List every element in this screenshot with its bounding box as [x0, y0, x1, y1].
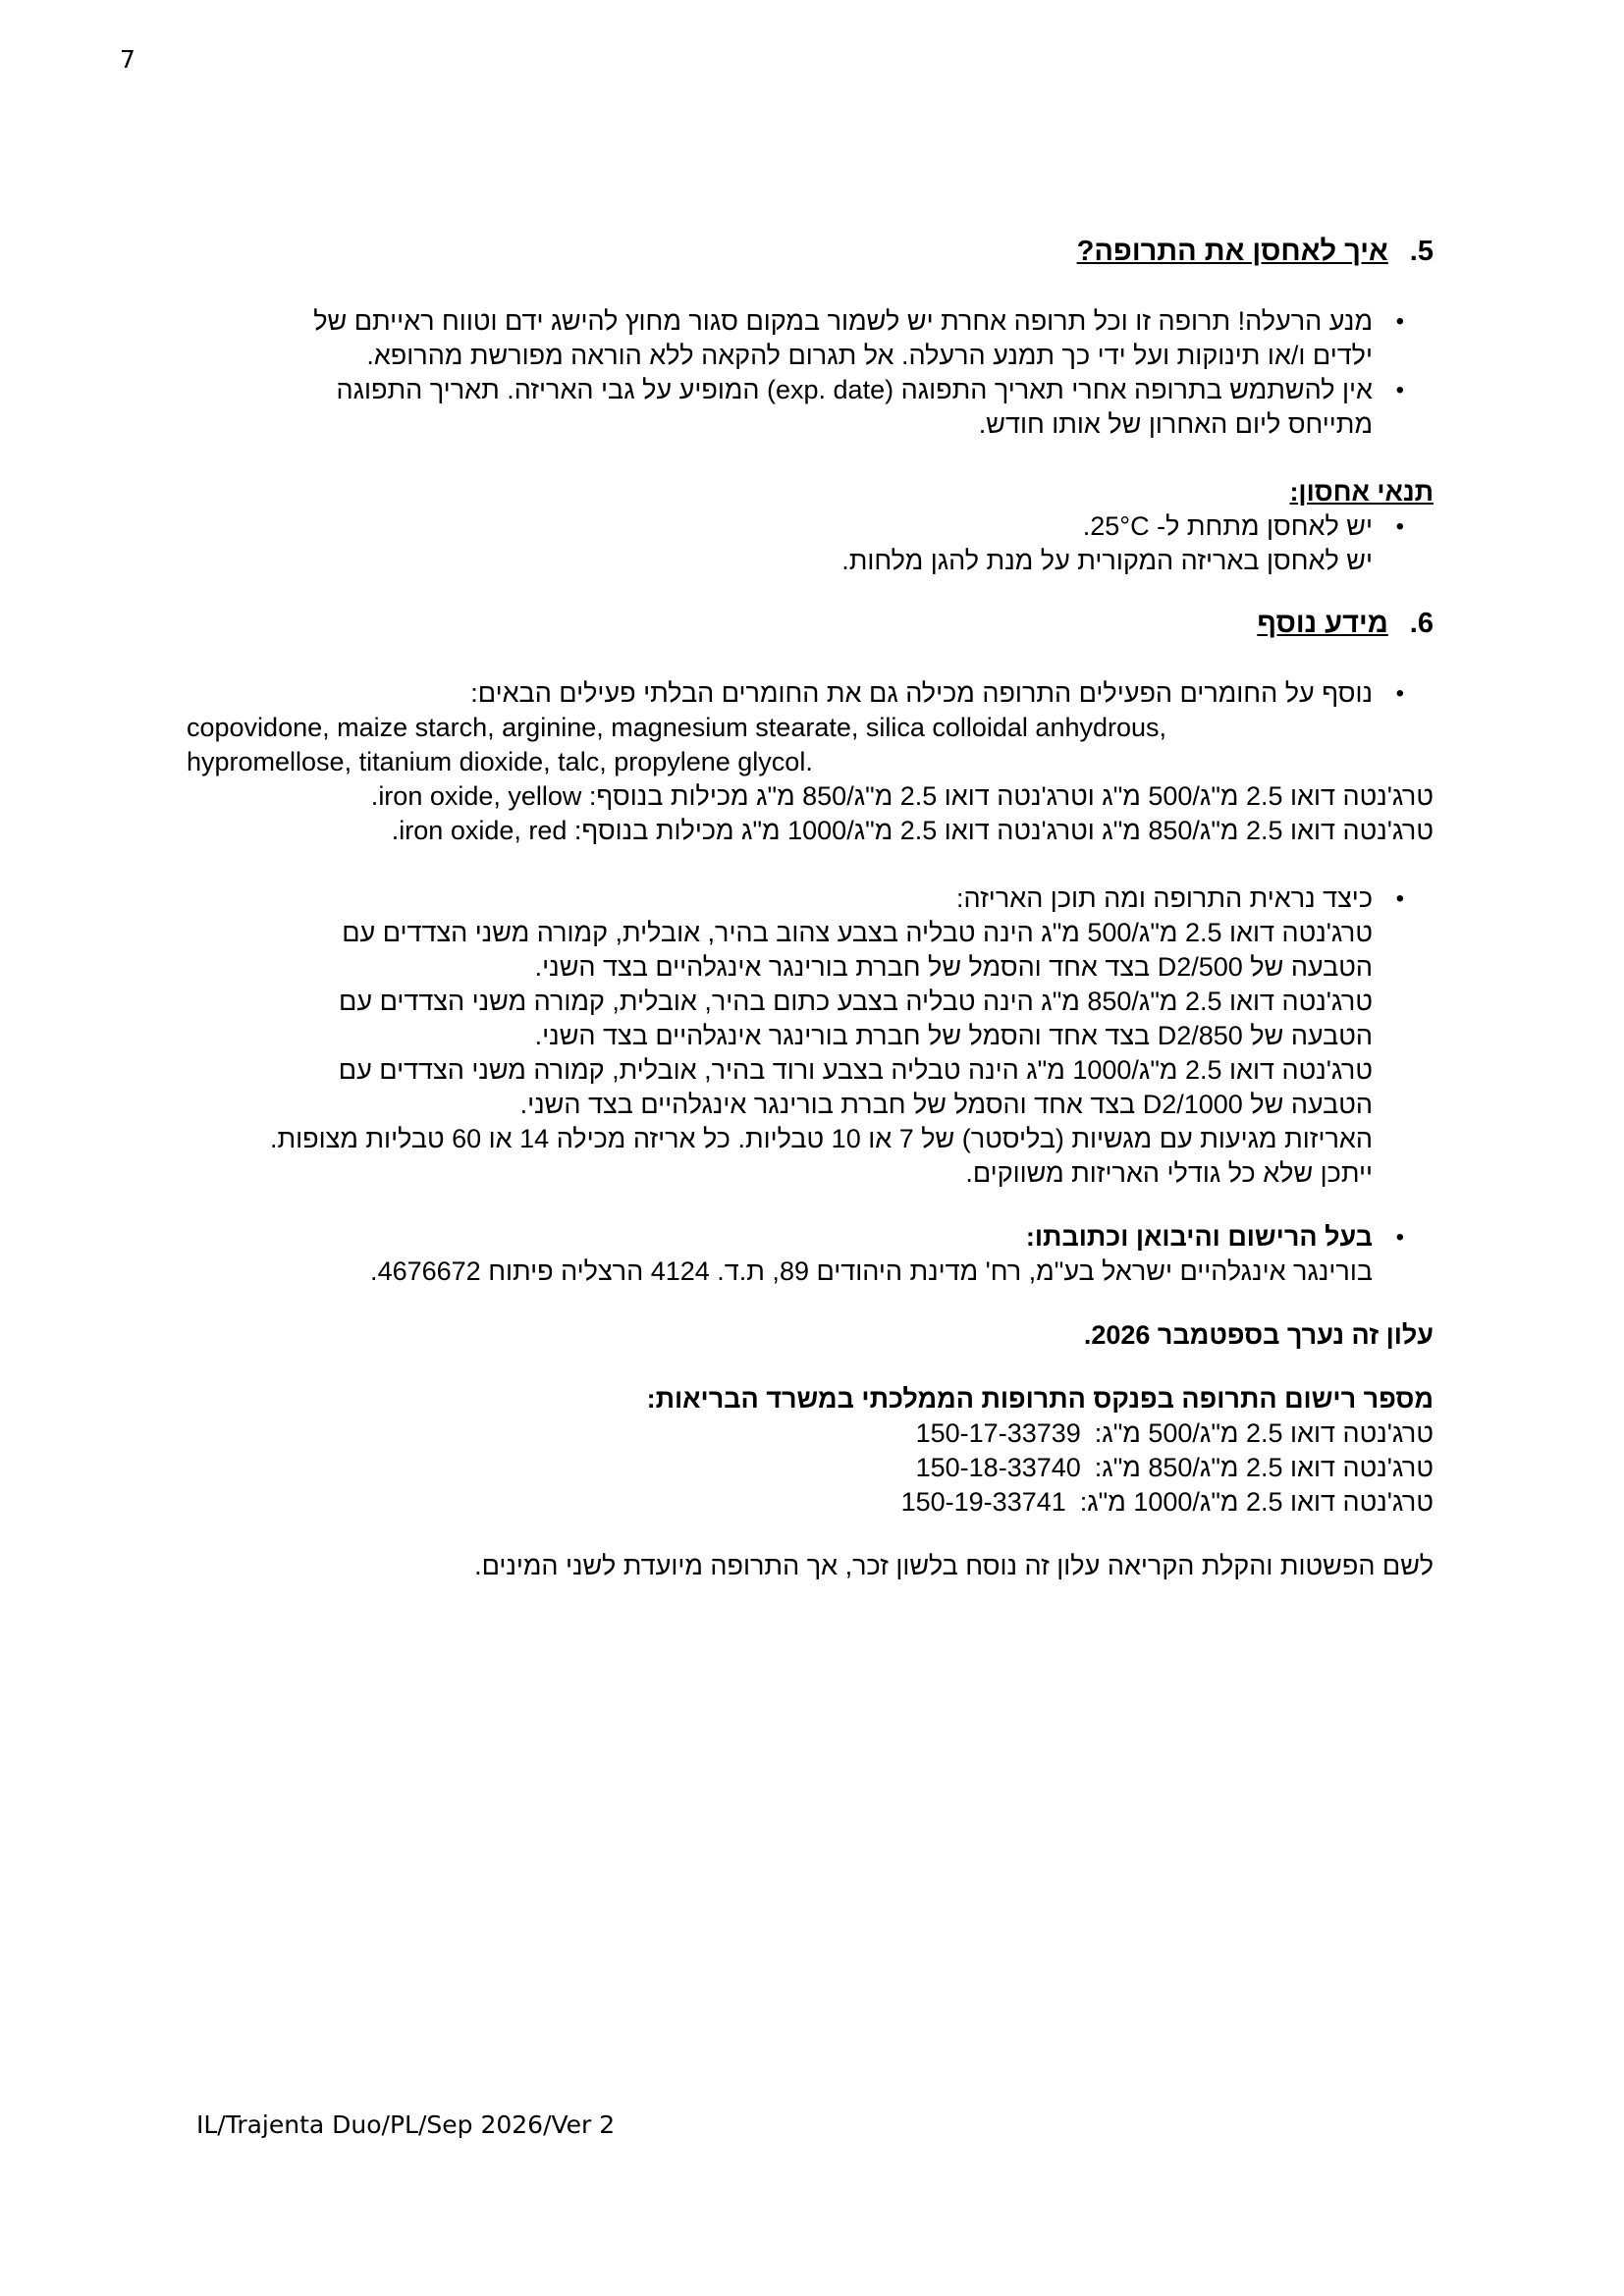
registration-row — [187, 1416, 1434, 1451]
inactive-extra — [187, 779, 1434, 848]
registration-number: 150-17-33739 — [915, 1418, 1081, 1448]
holder-title: • בעל הרישום והיבואן וכתובתו: — [1025, 1222, 1373, 1252]
appearance-line: טרג'נטה דואו 2.5 מ"ג/500 מ"ג הינה טבליה בצבע צהוב בהיר, אובלית, קמורה משני הצדדים עם — [342, 918, 1373, 947]
list-item — [187, 304, 1434, 373]
holder-bullets — [187, 1220, 1434, 1289]
bullet-line: • מנע הרעלה! תרופה זו וכל תרופה אחרת יש לשמור במקום סגור מחוץ להישג ידם וטווח ראייתם של — [313, 306, 1373, 336]
bullet-line: ילדים ו/או תינוקות ועל ידי כך תמנע הרעלה. אל תגרום להקאה ללא הוראה מפורשת מהרופא. — [366, 341, 1373, 370]
inactive-intro: • נוסף על החומרים הפעילים התרופה מכילה גם את החומרים הבלתי פעילים הבאים: — [470, 678, 1373, 708]
registration-row — [187, 1451, 1434, 1485]
registration-title: מספר רישום התרופה בפנקס התרופות הממלכתי במשרד הבריאות: — [646, 1384, 1434, 1414]
list-item — [187, 676, 1434, 711]
appearance-line: האריזות מגיעות עם מגשיות (בליסטר) של 7 או 10 טבליות. כל אריזה מכילה 14 או 60 טבליות מצופות. — [269, 1124, 1373, 1153]
appearance-line: הטבעה של D2/500 בצד אחד והסמל של חברת בורינגר אינגלהיים בצד השני. — [534, 952, 1373, 982]
storage-conditions-title: תנאי אחסון: — [1289, 477, 1434, 507]
english-line: hypromellose, titanium dioxide, talc, propylene glycol. — [187, 747, 813, 776]
page-number: 7 — [120, 45, 135, 74]
section-6-heading — [187, 604, 1434, 643]
bullet-line: • אין להשתמש בתרופה אחרי תאריך התפוגה (exp. date) המופיע על גבי האריזה. תאריך התפוגה — [336, 375, 1373, 404]
list-item — [187, 1220, 1434, 1289]
appearance-intro: • כיצד נראית התרופה ומה תוכן האריזה: — [956, 883, 1373, 913]
appearance-line: הטבעה של D2/1000 בצד אחד והסמל של חברת בורינגר אינגלהיים בצד השני. — [519, 1090, 1373, 1119]
bullet-line: מתייחס ליום האחרון של אותו חודש. — [978, 409, 1373, 439]
registration-list — [187, 1416, 1434, 1520]
appearance-line: טרג'נטה דואו 2.5 מ"ג/850 מ"ג הינה טבליה בצבע כתום בהיר, אובלית, קמורה משני הצדדים עם — [339, 987, 1373, 1016]
section-5-bullets — [187, 304, 1434, 442]
registration-number: 150-19-33741 — [900, 1487, 1066, 1517]
list-item — [187, 373, 1434, 442]
leaflet-content — [187, 232, 1434, 1583]
appearance-line: הטבעה של D2/850 בצד אחד והסמל של חברת בורינגר אינגלהיים בצד השני. — [534, 1021, 1373, 1050]
section-6-number: 6. — [1409, 608, 1434, 639]
appearance-line: ייתכן שלא כל גודלי האריזות משווקים. — [965, 1158, 1373, 1188]
appearance-bullets — [187, 881, 1434, 1191]
footer-doc-id: IL/Trajenta Duo/PL/Sep 2026/Ver 2 — [196, 2110, 616, 2139]
registration-name: טרג'נטה דואו 2.5 מ"ג/850 מ"ג: — [1094, 1453, 1434, 1482]
registration-row — [187, 1485, 1434, 1520]
gender-note: לשם הפשטות והקלת הקריאה עלון זה נוסח בלשון זכר, אך התרופה מיועדת לשני המינים. — [474, 1551, 1434, 1580]
english-line: copovidone, maize starch, arginine, magnesium stearate, silica colloidal anhydrous, — [187, 713, 1167, 742]
appearance-line: טרג'נטה דואו 2.5 מ"ג/1000 מ"ג הינה טבליה בצבע ורוד בהיר, אובלית, קמורה משני הצדדים עם — [338, 1055, 1373, 1085]
section-5-number: 5. — [1409, 236, 1434, 267]
storage-line: • יש לאחסן מתחת ל- 25°C. — [1082, 511, 1373, 541]
extra-line: טרג'נטה דואו 2.5 מ"ג/500 מ"ג וטרג'נטה דואו 2.5 מ"ג/850 מ"ג מכילות בנוסף: iron oxide, yellow. — [370, 781, 1434, 811]
edited-note: עלון זה נערך בספטמבר 2026. — [1083, 1320, 1434, 1350]
registration-name: טרג'נטה דואו 2.5 מ"ג/500 מ"ג: — [1094, 1418, 1434, 1448]
list-item — [187, 509, 1434, 544]
section-5-heading — [187, 232, 1434, 271]
registration-number: 150-18-33740 — [915, 1453, 1081, 1482]
section-6-bullets — [187, 676, 1434, 711]
registration-name: טרג'נטה דואו 2.5 מ"ג/1000 מ"ג: — [1079, 1487, 1434, 1517]
section-6-title: מידע נוסף — [1257, 608, 1388, 639]
holder-address: בורינגר אינגלהיים ישראל בע"מ, רח' מדינת היהודים 89, ת.ד. 4124 הרצליה פיתוח 4676672. — [370, 1256, 1373, 1286]
storage-extra-line: יש לאחסן באריזה המקורית על מנת להגן מלחות. — [841, 546, 1373, 575]
list-item — [187, 881, 1434, 1191]
section-5-title: איך לאחסן את התרופה? — [1076, 236, 1388, 267]
extra-line: טרג'נטה דואו 2.5 מ"ג/850 מ"ג וטרג'נטה דואו 2.5 מ"ג/1000 מ"ג מכילות בנוסף: iron oxide, red. — [391, 816, 1434, 845]
storage-bullets — [187, 509, 1434, 544]
inactive-ingredients-english — [187, 711, 1434, 779]
